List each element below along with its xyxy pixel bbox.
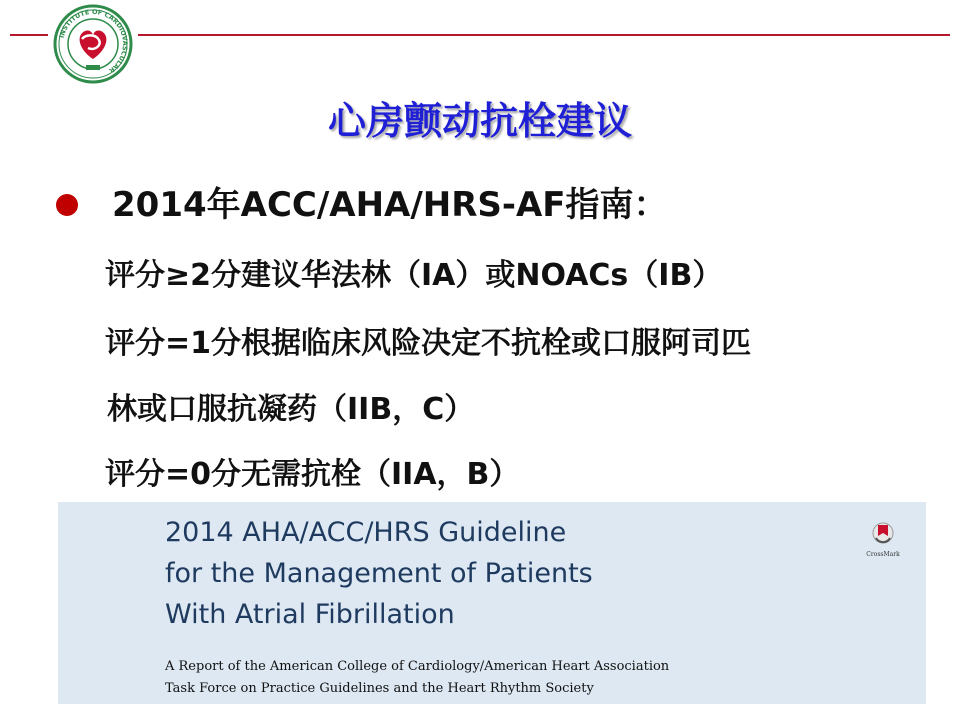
crossmark-badge bbox=[866, 522, 900, 558]
paper-title bbox=[165, 512, 785, 635]
guideline-paper-header bbox=[58, 502, 926, 704]
header-rule-left bbox=[10, 34, 48, 36]
slide-title: 心房颤动抗栓建议 bbox=[327, 99, 632, 143]
paper-title-line-2: for the Management of Patients bbox=[165, 558, 593, 589]
paper-title-line-3: With Atrial Fibrillation bbox=[165, 599, 455, 630]
recommendation-score-2: 评分≥2分建议华法林（IA）或NOACs（IB） bbox=[105, 258, 723, 293]
recommendation-score-1-cont: 林或口服抗凝药（IIB，C） bbox=[107, 392, 475, 427]
recommendation-score-1: 评分=1分根据临床风险决定不抗栓或口服阿司匹 bbox=[105, 326, 752, 361]
paper-subtitle bbox=[165, 656, 669, 700]
paper-subtitle-line-1: A Report of the American College of Cardiology/American Heart Association bbox=[165, 659, 670, 674]
crossmark-icon bbox=[872, 522, 894, 546]
institute-logo bbox=[52, 3, 134, 85]
guideline-heading: 2014年ACC/AHA/HRS-AF指南： bbox=[112, 185, 668, 225]
paper-subtitle-line-2: Task Force on Practice Guidelines and the Heart Rhythm Society bbox=[165, 681, 594, 696]
header-rule-right bbox=[138, 34, 950, 36]
bullet-dot bbox=[56, 194, 78, 216]
recommendation-score-0: 评分=0分无需抗栓（IIA，B） bbox=[105, 457, 520, 492]
logo-ring-text: INSTITUTE OF CARDIOVASCULAR bbox=[57, 7, 130, 75]
crossmark-label: CrossMark bbox=[866, 551, 900, 558]
paper-title-line-1: 2014 AHA/ACC/HRS Guideline bbox=[165, 517, 567, 548]
